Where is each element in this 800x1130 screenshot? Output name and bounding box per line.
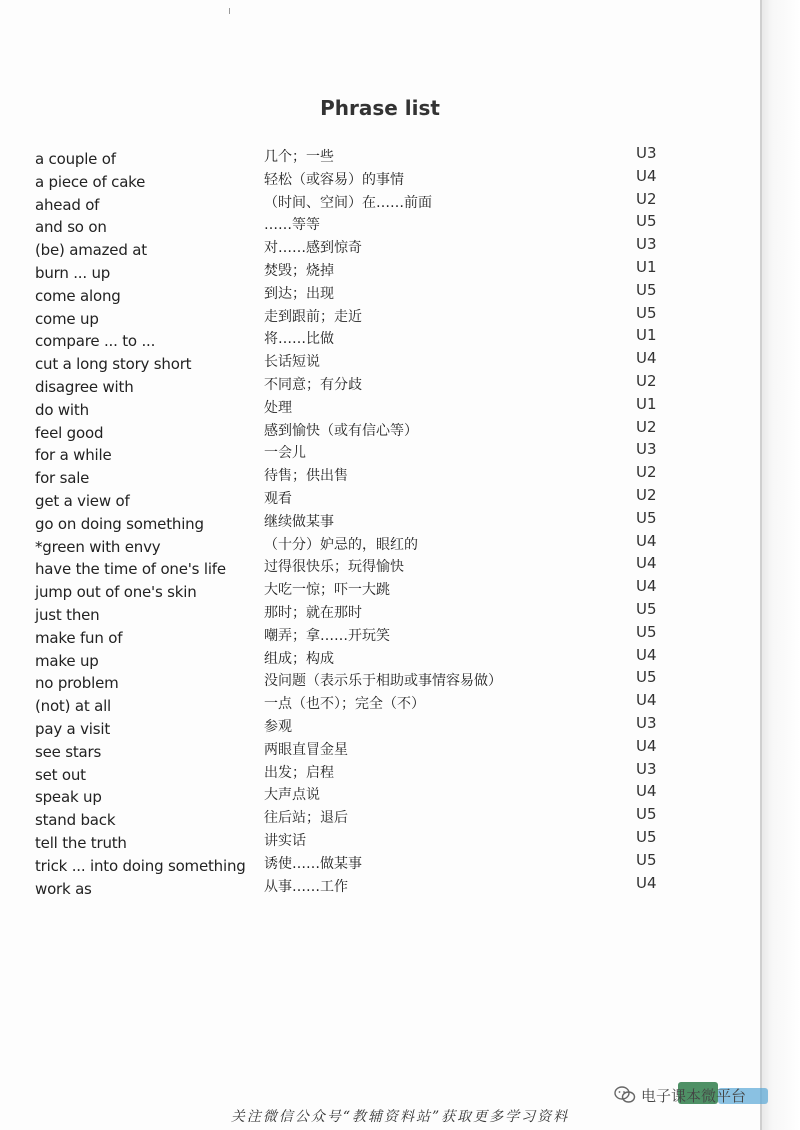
phrase-unit: U5 (636, 212, 657, 231)
phrase-unit: U5 (636, 827, 657, 846)
phrase-chinese: 长话短说 (264, 354, 320, 371)
phrase-chinese: 一会儿 (264, 445, 306, 462)
page-title: Phrase list (320, 96, 440, 120)
phrase-chinese: 讲实话 (264, 832, 306, 849)
phrase-english: come along (35, 286, 121, 305)
phrase-chinese: 继续做某事 (264, 513, 334, 530)
phrase-unit: U3 (636, 759, 657, 778)
phrase-chinese: 感到愉快（或有信心等） (264, 422, 418, 439)
phrase-unit: U1 (636, 394, 657, 413)
watermark-logo-text: 电子课本微平台 (641, 1087, 747, 1105)
phrase-unit: U3 (636, 713, 657, 732)
phrase-chinese: 大吃一惊；吓一大跳 (264, 582, 390, 599)
phrase-chinese: 过得很快乐；玩得愉快 (264, 559, 404, 576)
phrase-unit-column (636, 142, 676, 894)
phrase-chinese: 没问题（表示乐于相助或事情容易做） (264, 673, 502, 690)
phrase-english: make up (35, 651, 99, 670)
phrase-unit: U5 (636, 599, 657, 618)
phrase-chinese-column (264, 146, 624, 898)
phrase-english: just then (35, 605, 100, 624)
phrase-english: disagree with (35, 377, 134, 396)
phrase-unit: U3 (636, 144, 657, 162)
phrase-english: jump out of one's skin (35, 583, 197, 602)
phrase-unit: U4 (636, 736, 657, 755)
phrase-chinese: 轻松（或容易）的事情 (264, 171, 404, 188)
phrase-unit: U2 (636, 485, 657, 504)
phrase-english: (be) amazed at (35, 241, 147, 260)
phrase-chinese: 一点（也不）；完全（不） (264, 696, 425, 713)
phrase-english: come up (35, 309, 99, 328)
phrase-chinese: 焚毁；烧掉 (264, 262, 334, 279)
page-edge (760, 0, 800, 1130)
phrase-english: feel good (35, 423, 104, 442)
phrase-english: *green with envy (35, 537, 161, 556)
phrase-chinese: 嘲弄；拿……开玩笑 (264, 627, 390, 644)
phrase-chinese: （十分）妒忌的，眼红的 (264, 536, 418, 553)
phrase-chinese: 不同意；有分歧 (264, 376, 362, 393)
phrase-unit: U5 (636, 280, 657, 299)
phrase-unit: U1 (636, 326, 657, 345)
phrase-chinese: 观看 (264, 490, 292, 507)
phrase-unit: U4 (636, 349, 657, 368)
phrase-chinese: 待售；供出售 (264, 468, 348, 485)
phrase-chinese: 往后站；退后 (264, 810, 348, 827)
phrase-unit: U4 (636, 166, 657, 185)
phrase-chinese: 组成；构成 (264, 650, 334, 667)
phrase-chinese: 几个；一些 (264, 149, 334, 165)
phrase-english: for sale (35, 469, 90, 488)
phrase-unit: U5 (636, 508, 657, 527)
phrase-english: (not) at all (35, 697, 112, 716)
phrase-english: and so on (35, 218, 107, 237)
phrase-english: go on doing something (35, 514, 204, 533)
phrase-english: no problem (35, 674, 119, 693)
phrase-english: have the time of one's life (35, 560, 226, 579)
phrase-english: get a view of (35, 491, 130, 510)
phrase-chinese: ……等等 (264, 217, 320, 234)
phrase-unit: U4 (636, 554, 657, 573)
phrase-chinese: 将……比做 (264, 331, 334, 348)
phrase-chinese: 对……感到惊奇 (264, 240, 362, 257)
phrase-unit: U5 (636, 622, 657, 641)
phrase-unit: U5 (636, 668, 657, 687)
phrase-english: stand back (35, 811, 116, 830)
phrase-english: a couple of (35, 150, 116, 168)
wechat-icon (614, 1086, 636, 1104)
phrase-unit: U4 (636, 782, 657, 801)
watermark-logo (614, 1082, 784, 1108)
phrase-unit: U4 (636, 645, 657, 664)
phrase-unit: U3 (636, 440, 657, 459)
phrase-chinese: 出发；启程 (264, 764, 334, 781)
phrase-unit: U2 (636, 463, 657, 482)
phrase-chinese: 两眼直冒金星 (264, 741, 348, 758)
phrase-unit: U4 (636, 873, 657, 892)
phrase-english: for a while (35, 446, 112, 465)
phrase-english: ahead of (35, 195, 100, 214)
phrase-chinese: 参观 (264, 718, 292, 735)
phrase-english: a piece of cake (35, 172, 146, 191)
phrase-english: work as (35, 879, 92, 898)
phrase-unit: U5 (636, 805, 657, 824)
phrase-unit: U2 (636, 371, 657, 390)
phrase-english: see stars (35, 742, 102, 761)
phrase-unit: U4 (636, 691, 657, 710)
phrase-english: do with (35, 400, 89, 419)
phrase-chinese: 诱使……做某事 (264, 855, 362, 872)
phrase-chinese: 大声点说 (264, 787, 320, 804)
phrase-chinese: 从事……工作 (264, 878, 348, 895)
phrase-chinese: 走到跟前；走近 (264, 308, 362, 325)
phrase-english-column (35, 148, 255, 900)
phrase-unit: U2 (636, 417, 657, 436)
phrase-english: speak up (35, 788, 102, 807)
phrase-unit: U4 (636, 531, 657, 550)
footer-note: 关注微信公众号“教辅资料站”获取更多学习资料 (230, 1109, 570, 1125)
phrase-chinese: 处理 (264, 399, 292, 416)
phrase-english: trick ... into doing something (35, 856, 246, 875)
phrase-unit: U2 (636, 189, 657, 208)
phrase-unit: U4 (636, 577, 657, 596)
phrase-chinese: 那时；就在那时 (264, 604, 362, 621)
phrase-english: set out (35, 765, 86, 784)
phrase-english: cut a long story short (35, 355, 192, 374)
phrase-english: make fun of (35, 628, 123, 647)
phrase-unit: U5 (636, 303, 657, 322)
phrase-chinese: 到达；出现 (264, 285, 334, 302)
phrase-unit: U5 (636, 850, 657, 869)
phrase-english: burn ... up (35, 263, 111, 282)
phrase-chinese: （时间、空间）在……前面 (264, 194, 432, 211)
phrase-unit: U3 (636, 235, 657, 254)
phrase-unit: U1 (636, 257, 657, 276)
phrase-english: compare ... to ... (35, 332, 156, 351)
phrase-english: tell the truth (35, 833, 127, 852)
phrase-english: pay a visit (35, 719, 111, 738)
